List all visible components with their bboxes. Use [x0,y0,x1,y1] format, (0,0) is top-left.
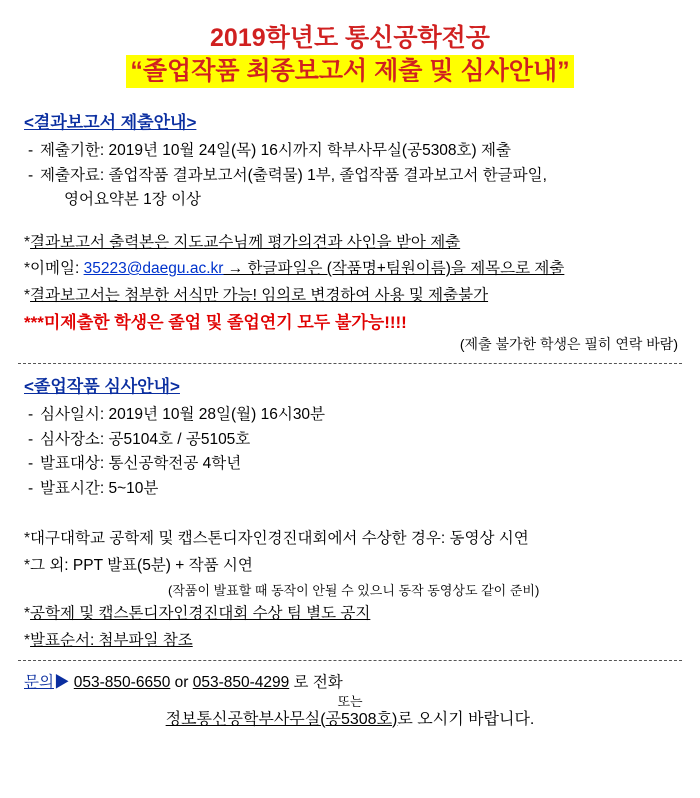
dash-marker: - [28,430,34,448]
or-text: or [170,674,193,691]
section2-heading: <졸업작품 심사안내> [24,377,180,396]
list-item [28,143,682,159]
office-line [18,712,682,728]
dash-marker: - [28,142,34,159]
list-item [28,481,682,497]
document-body [0,114,700,728]
contact-label: 문의 [24,674,54,691]
arrow-icon: ▶ [53,674,70,691]
alternative-label: 또는 [337,693,363,709]
note-text: 그 외: PPT 발표(5분) + 작품 시연 [30,556,253,574]
list-item-text: 심사장소: 공5104호 / 공5105호 [40,430,251,448]
dash-marker: - [28,406,34,423]
warning-text: ***미제출한 학생은 졸업 및 졸업연기 모두 불가능!!!! [24,313,407,332]
phone-tail: 로 전화 [289,674,343,691]
list-item [28,407,682,423]
note-row [24,633,682,649]
star-marker: * [24,605,31,622]
phone-number-1[interactable]: 053-850-6650 [73,674,171,691]
note-text: 발표순서: 첨부파일 참조 [30,631,193,649]
note-row [24,288,682,304]
list-item [28,456,682,472]
section-report-submission [18,114,682,351]
star-marker: * [24,631,31,649]
note-row [24,531,682,547]
list-item-text: 발표시간: 5~10분 [40,479,159,497]
star-marker: * [24,233,31,251]
section1-heading: <결과보고서 제출안내> [24,113,197,132]
note-text: 공학제 및 캡스톤디자인경진대회 수상 팀 별도 공지 [30,605,371,622]
dash-marker: - [28,166,34,184]
note-text: 결과보고서 출력본은 지도교수님께 평가의견과 사인을 받아 제출 [30,233,461,251]
list-item-text: 제출자료: 졸업작품 결과보고서(출력물) 1부, 졸업작품 결과보고서 한글파일, [40,166,547,184]
star-marker: * [24,260,31,277]
warning-side-note: (제출 불가한 학생은 필히 연락 바람) [459,336,678,352]
star-marker: * [24,556,31,574]
note-row-email [24,261,682,277]
list-item-continuation [64,192,682,208]
list-item [28,432,682,448]
dash-marker: - [28,455,34,472]
list-item-text: 제출기한: 2019년 10월 24일(목) 16시까지 학부사무실(공5308호) 제출 [40,142,511,159]
list-item-text: 발표대상: 통신공학전공 4학년 [40,455,242,472]
list-item-text: 심사일시: 2019년 10월 28일(월) 16시30분 [40,406,326,423]
star-marker: * [24,530,31,547]
note-row [24,235,682,251]
list-item-text: 영어요약본 1장 이상 [64,191,202,208]
office-tail: 로 오시기 바랍니다. [397,710,535,728]
note-text: → 한글파일은 (작품명+팀원이름)을 제목으로 제출 [223,260,565,277]
title-line-2: “졸업작품 최종보고서 제출 및 심사안내” [126,55,573,88]
note-text: 대구대학교 공학제 및 캡스톤디자인경진대회에서 수상한 경우: 동영상 시연 [30,530,529,547]
contact-line [24,675,682,691]
email-label: 이메일: [30,260,84,277]
title-block [0,0,700,88]
note-subtext: (작품이 발표할 때 동작이 안될 수 있으니 동작 동영상도 같이 준비) [168,583,540,598]
list-item [28,168,682,184]
section-divider [18,660,682,661]
title-line-1: 2019학년도 통신공학전공 [210,24,490,52]
star-marker: * [24,286,31,304]
section-divider [18,363,682,364]
office-name: 정보통신공학부사무실(공5308호) [165,710,398,728]
note-row [24,606,682,622]
phone-number-2[interactable]: 053-850-4299 [192,674,290,691]
email-link[interactable]: 35223@daegu.ac.kr [83,260,224,277]
section-review-guide [18,378,682,648]
contact-section [18,675,682,728]
note-text: 결과보고서는 첨부한 서식만 가능! 임의로 변경하여 사용 및 제출불가 [30,286,489,304]
note-row [24,558,682,574]
dash-marker: - [28,479,34,497]
